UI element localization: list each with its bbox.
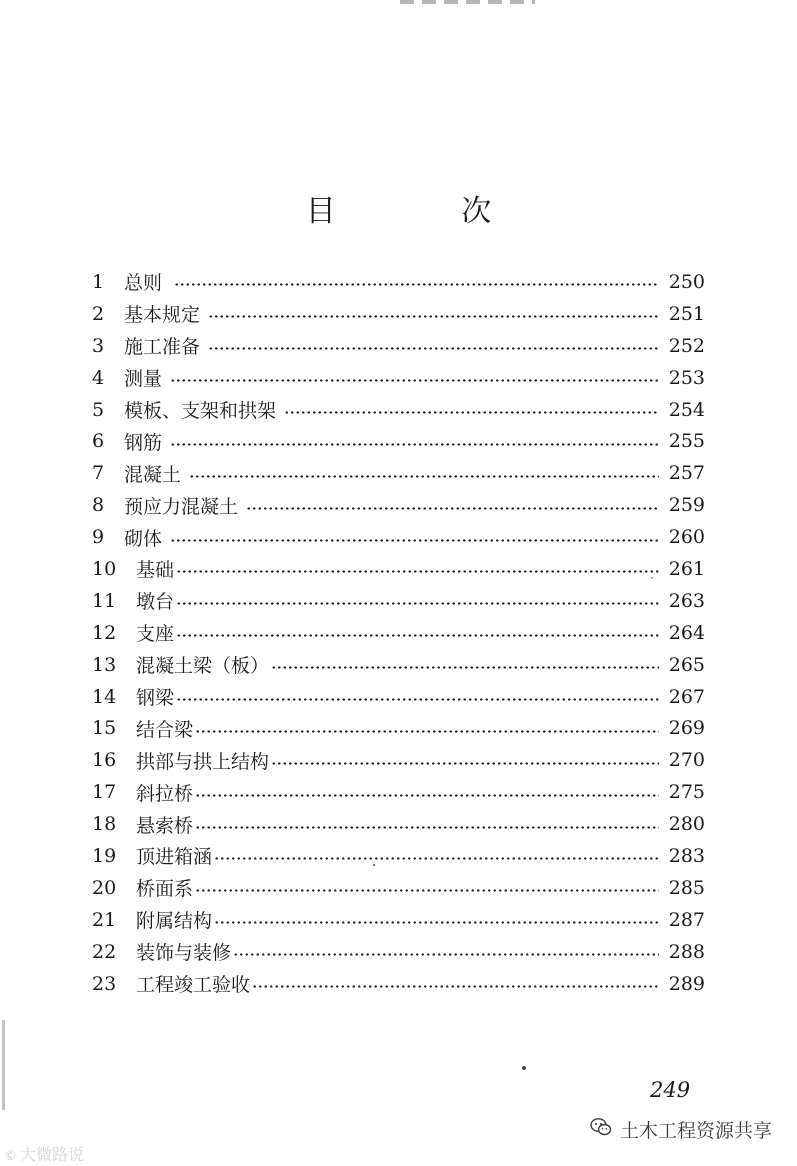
toc-page-number: 251: [668, 302, 705, 325]
toc-chapter-number: 15: [92, 717, 117, 740]
toc-chapter-title: 支座: [136, 623, 175, 646]
toc-dot-leader: [271, 762, 659, 765]
watermark-right-text: 土木工程资源共享: [620, 1120, 773, 1142]
toc-dot-leader: [170, 379, 659, 382]
toc-row: [92, 681, 705, 713]
toc-row: [92, 266, 705, 298]
toc-chapter-number: 4: [92, 366, 105, 389]
toc-dot-leader: [214, 857, 659, 860]
toc-chapter-number: 16: [92, 749, 117, 772]
toc-chapter-title: 工程竣工验收: [136, 974, 251, 997]
toc-chapter-number: 23: [92, 972, 117, 995]
toc-chapter-title: 砌体: [124, 527, 163, 550]
toc-row: [92, 744, 705, 776]
wechat-icon: [590, 1117, 612, 1142]
toc-row: [92, 489, 705, 521]
toc-chapter-number: 21: [92, 908, 117, 931]
toc-dot-leader: [170, 539, 659, 542]
toc-row: [92, 585, 705, 617]
toc-chapter-number: 10: [92, 557, 117, 580]
toc-chapter-number: 6: [92, 430, 105, 453]
toc-row: [92, 872, 705, 904]
toc-chapter-title: 混凝土: [124, 463, 182, 486]
toc-chapter-title: 混凝土梁（板）: [136, 655, 270, 678]
toc-row: [92, 521, 705, 553]
page-number: 249: [650, 1078, 691, 1102]
toc-row: [92, 808, 705, 840]
toc-dot-leader: [252, 985, 659, 988]
toc-dot-leader: [246, 507, 659, 510]
toc-page-number: 267: [668, 685, 705, 708]
toc-chapter-number: 20: [92, 876, 117, 899]
toc-dot-leader: [170, 443, 659, 446]
toc-page-number: 265: [668, 653, 705, 676]
toc-dot-leader: [271, 666, 659, 669]
toc-heading: 目 次: [305, 194, 550, 229]
scan-artifact-top: [400, 0, 535, 4]
toc-dot-leader: [208, 347, 659, 350]
toc-row: [92, 840, 705, 872]
toc-row: [92, 712, 705, 744]
toc-chapter-number: 9: [92, 526, 105, 549]
toc-row: [92, 936, 705, 968]
toc-chapter-title: 施工准备: [124, 336, 201, 359]
toc-row: [92, 330, 705, 362]
toc-dot-leader: [176, 602, 659, 605]
toc-dot-leader: [233, 953, 659, 956]
table-of-contents: [92, 266, 705, 999]
toc-chapter-number: 22: [92, 940, 117, 963]
toc-dot-leader: [176, 570, 659, 573]
toc-chapter-title: 预应力混凝土: [124, 495, 239, 518]
toc-row: [92, 362, 705, 394]
toc-chapter-title: 拱部与拱上结构: [136, 750, 270, 773]
toc-row: [92, 649, 705, 681]
toc-row: [92, 968, 705, 1000]
toc-page-number: 254: [668, 398, 705, 421]
toc-chapter-title: 墩台: [136, 591, 175, 614]
toc-page-number: 259: [668, 494, 705, 517]
toc-page-number: 280: [668, 813, 705, 836]
toc-page-number: 285: [668, 876, 705, 899]
scan-speck: [651, 577, 653, 579]
toc-row: [92, 394, 705, 426]
toc-chapter-number: 2: [92, 302, 105, 325]
toc-page-number: 261: [668, 557, 705, 580]
toc-chapter-number: 19: [92, 844, 117, 867]
toc-chapter-number: 8: [92, 494, 105, 517]
toc-page-number: 270: [668, 749, 705, 772]
toc-chapter-title: 结合梁: [136, 718, 194, 741]
toc-row: [92, 457, 705, 489]
toc-chapter-title: 总则: [124, 272, 163, 295]
toc-row: [92, 425, 705, 457]
toc-dot-leader: [208, 315, 659, 318]
toc-page-number: 287: [668, 908, 705, 931]
toc-chapter-title: 钢筋: [124, 431, 163, 454]
toc-chapter-number: 11: [92, 589, 117, 612]
toc-dot-leader: [195, 794, 659, 797]
toc-page-number: 264: [668, 621, 705, 644]
toc-dot-leader: [195, 826, 659, 829]
toc-chapter-title: 基础: [136, 559, 175, 582]
toc-chapter-title: 模板、支架和拱架: [124, 400, 277, 422]
toc-dot-leader: [176, 698, 659, 701]
toc-page-number: 263: [668, 589, 705, 612]
toc-page-number: 260: [668, 526, 705, 549]
toc-page-number: 289: [668, 972, 705, 995]
toc-dot-leader: [189, 475, 659, 478]
toc-page-number: 283: [668, 844, 705, 867]
scan-speck: [373, 864, 375, 866]
watermark-logo-icon: ©: [4, 1149, 17, 1164]
toc-page-number: 252: [668, 334, 705, 357]
toc-row: [92, 776, 705, 808]
toc-chapter-title: 斜拉桥: [136, 782, 194, 805]
toc-dot-leader: [195, 889, 659, 892]
toc-chapter-title: 悬索桥: [136, 814, 194, 837]
toc-dot-leader: [214, 921, 659, 924]
toc-page-number: 250: [668, 270, 705, 293]
toc-row: [92, 904, 705, 936]
watermark-right: [590, 1116, 772, 1143]
toc-chapter-number: 18: [92, 813, 117, 836]
toc-row: [92, 298, 705, 330]
toc-row: [92, 617, 705, 649]
toc-chapter-number: 12: [92, 621, 117, 644]
toc-chapter-title: 顶进箱涵: [136, 846, 213, 869]
toc-page-number: 275: [668, 781, 705, 804]
toc-chapter-title: 钢梁: [136, 687, 175, 710]
toc-dot-leader: [176, 634, 659, 637]
watermark-left: [4, 1142, 84, 1165]
watermark-left-text: 大微路说: [20, 1145, 85, 1164]
toc-dot-leader: [284, 411, 659, 414]
toc-page-number: 269: [668, 717, 705, 740]
toc-chapter-number: 17: [92, 781, 117, 804]
scan-edge-mark: [2, 1020, 5, 1110]
toc-page-number: 255: [668, 430, 705, 453]
toc-chapter-number: 1: [92, 270, 105, 293]
toc-row: [92, 553, 705, 585]
toc-chapter-number: 7: [92, 462, 105, 485]
toc-chapter-title: 基本规定: [124, 304, 201, 327]
toc-dot-leader: [195, 730, 659, 733]
toc-page-number: 288: [668, 940, 705, 963]
toc-chapter-number: 3: [92, 334, 105, 357]
toc-page-number: 257: [668, 462, 705, 485]
scan-speck: [522, 1066, 526, 1070]
toc-chapter-number: 5: [92, 398, 105, 421]
toc-chapter-number: 14: [92, 685, 117, 708]
toc-dot-leader: [174, 283, 659, 286]
toc-chapter-title: 附属结构: [136, 910, 213, 933]
toc-page-number: 253: [668, 366, 705, 389]
toc-chapter-title: 测量: [124, 368, 163, 391]
toc-chapter-title: 桥面系: [136, 878, 194, 901]
toc-chapter-number: 13: [92, 653, 117, 676]
toc-chapter-title: 装饰与装修: [136, 942, 232, 965]
